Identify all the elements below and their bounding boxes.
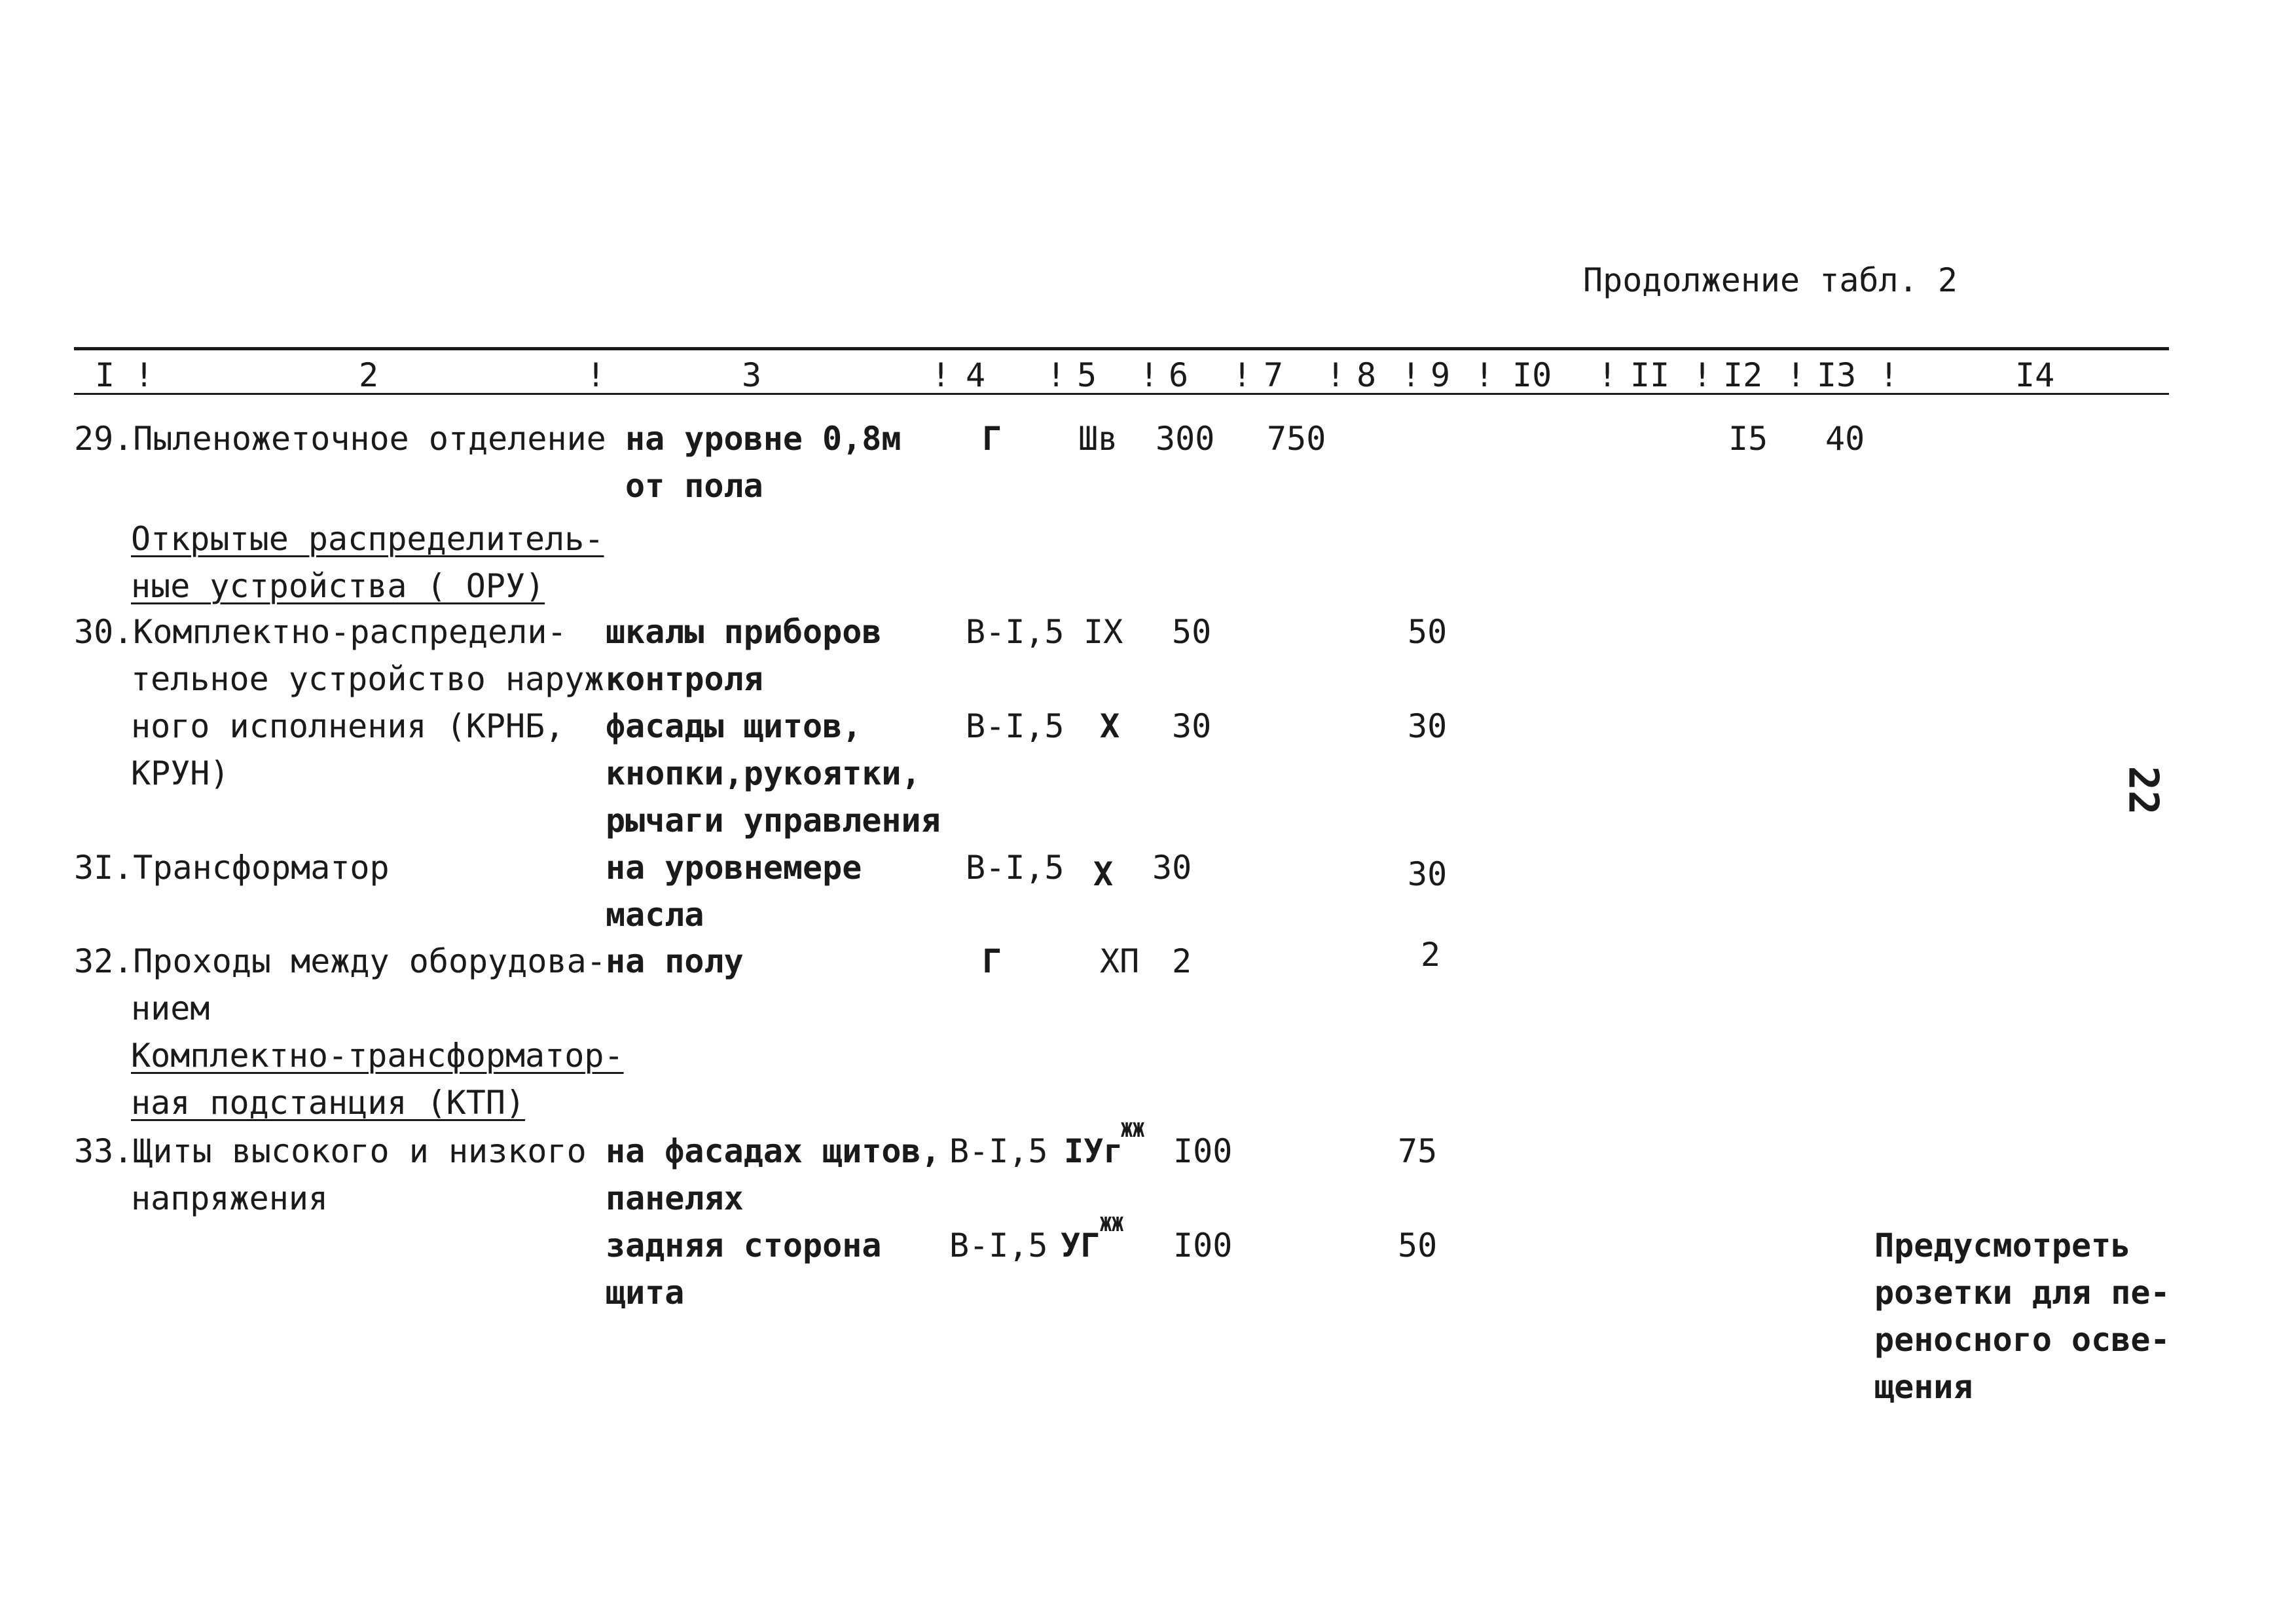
row-33a-place: на фасадах щитов, [606, 1132, 941, 1170]
row-33-note-cont: щения [1874, 1368, 1973, 1406]
col-separator: ! [1046, 356, 1066, 394]
row-29-col-4: Г [982, 420, 1002, 458]
section-heading-line: Комплектно-трансформатор- [131, 1037, 624, 1075]
row-30b-place-cont: кнопки,рукоятки, [606, 754, 921, 792]
col-13-header: I3 [1817, 356, 1857, 394]
row-30a-col-9: 50 [1408, 613, 1448, 651]
row-30-name-cont: КРУН) [131, 754, 230, 792]
col-separator: ! [1597, 356, 1618, 394]
row-33-note-cont: реносного осве- [1874, 1321, 2170, 1359]
col-separator: ! [1139, 356, 1159, 394]
row-31-col-6: 30 [1152, 849, 1192, 887]
col-11-header: II [1630, 356, 1670, 394]
row-31-place: на уровнемере [606, 849, 862, 887]
row-33b-col-5-superscript: ЖЖ [1100, 1213, 1124, 1236]
row-29-name: 29.Пыленожеточное отделение [74, 420, 606, 458]
col-separator: ! [1786, 356, 1806, 394]
row-30a-place-cont: контроля [606, 660, 763, 698]
col-separator: ! [931, 356, 951, 394]
col-2-header: 2 [359, 356, 379, 394]
row-33-name-cont: напряжения [131, 1179, 329, 1217]
section-heading-line: ная подстанция (КТП) [131, 1084, 526, 1122]
col-4-header: 4 [966, 356, 986, 394]
row-29-place-cont: от пола [625, 467, 763, 505]
col-14-header: I4 [2015, 356, 2055, 394]
row-31-col-9: 30 [1408, 855, 1448, 893]
row-30a-col-6: 50 [1172, 613, 1212, 651]
row-33a-col-5-superscript: ЖЖ [1121, 1119, 1145, 1142]
row-29-col-7: 750 [1267, 420, 1326, 458]
col-3-header: 3 [742, 356, 762, 394]
col-separator: ! [586, 356, 606, 394]
row-33a-col-4: В-I,5 [949, 1132, 1048, 1170]
row-30b-col-9: 30 [1408, 707, 1448, 745]
row-30a-place: шкалы приборов [606, 613, 882, 651]
col-1-header: I [95, 356, 115, 394]
page-number: 22 [2119, 766, 2168, 815]
table-continuation-label: Продолжение табл. 2 [1583, 261, 1958, 299]
row-29-place: на уровне 0,8м [625, 420, 902, 458]
row-30b-place-cont: рычаги управления [606, 802, 941, 840]
row-33b-col-6: I00 [1173, 1227, 1233, 1264]
col-12-header: I2 [1723, 356, 1763, 394]
row-33b-place-cont: щита [606, 1274, 685, 1312]
col-separator: ! [134, 356, 155, 394]
row-33a-place-cont: панелях [606, 1179, 744, 1217]
row-30a-col-4: В-I,5 [966, 613, 1065, 651]
col-10-header: I0 [1512, 356, 1552, 394]
col-8-header: 8 [1357, 356, 1377, 394]
row-33b-place: задняя сторона [606, 1227, 882, 1264]
col-9-header: 9 [1430, 356, 1451, 394]
row-33-name: 33.Щиты высокого и низкого [74, 1132, 587, 1170]
col-separator: ! [1401, 356, 1421, 394]
col-separator: ! [1879, 356, 1899, 394]
col-separator: ! [1474, 356, 1495, 394]
row-29-col-5: Шв [1078, 420, 1118, 458]
row-29-col-12: I5 [1728, 420, 1768, 458]
row-29-col-13: 40 [1825, 420, 1865, 458]
row-32-place: на полу [606, 942, 744, 980]
row-30b-col-5: X [1100, 707, 1120, 745]
row-31-col-4: В-I,5 [966, 849, 1065, 887]
col-5-header: 5 [1077, 356, 1097, 394]
row-32-name-cont: нием [131, 989, 210, 1027]
col-separator: ! [1232, 356, 1252, 394]
row-33a-col-9: 75 [1398, 1132, 1438, 1170]
row-32-col-6: 2 [1172, 942, 1192, 980]
row-32-col-5: ХП [1100, 942, 1140, 980]
row-33-note: Предусмотреть [1874, 1227, 2131, 1264]
col-separator: ! [1692, 356, 1713, 394]
col-7-header: 7 [1264, 356, 1284, 394]
row-30b-place: фасады щитов, [606, 707, 862, 745]
row-31-col-5: X [1093, 855, 1114, 893]
row-29-col-6: 300 [1156, 420, 1215, 458]
col-6-header: 6 [1169, 356, 1189, 394]
row-33-note-cont: розетки для пе- [1874, 1274, 2170, 1312]
row-30b-col-6: 30 [1172, 707, 1212, 745]
row-32-name: 32.Проходы между оборудова- [74, 942, 606, 980]
row-30b-col-4: В-I,5 [966, 707, 1065, 745]
row-31-place-cont: масла [606, 896, 704, 934]
row-30a-col-5: IX [1084, 613, 1123, 651]
row-32-col-4: Г [982, 942, 1002, 980]
col-separator: ! [1326, 356, 1346, 394]
header-top-rule [74, 347, 2169, 350]
row-31-name: 3I.Трансформатор [74, 849, 390, 887]
row-33b-col-5: УГ [1061, 1227, 1101, 1264]
row-30-name: 30.Комплектно-распредели- [74, 613, 567, 651]
row-33a-col-5: IУг [1064, 1132, 1123, 1170]
row-33a-col-6: I00 [1173, 1132, 1233, 1170]
row-30-name-cont: ного исполнения (КРНБ, [131, 707, 565, 745]
row-33b-col-4: В-I,5 [949, 1227, 1048, 1264]
row-33b-col-9: 50 [1398, 1227, 1438, 1264]
section-heading-line: Открытые распределитель- [131, 520, 604, 558]
row-32-col-9: 2 [1421, 936, 1441, 974]
section-heading-line: ные устройства ( ОРУ) [131, 567, 545, 605]
row-30-name-cont: тельное устройство наруж- [131, 660, 624, 698]
